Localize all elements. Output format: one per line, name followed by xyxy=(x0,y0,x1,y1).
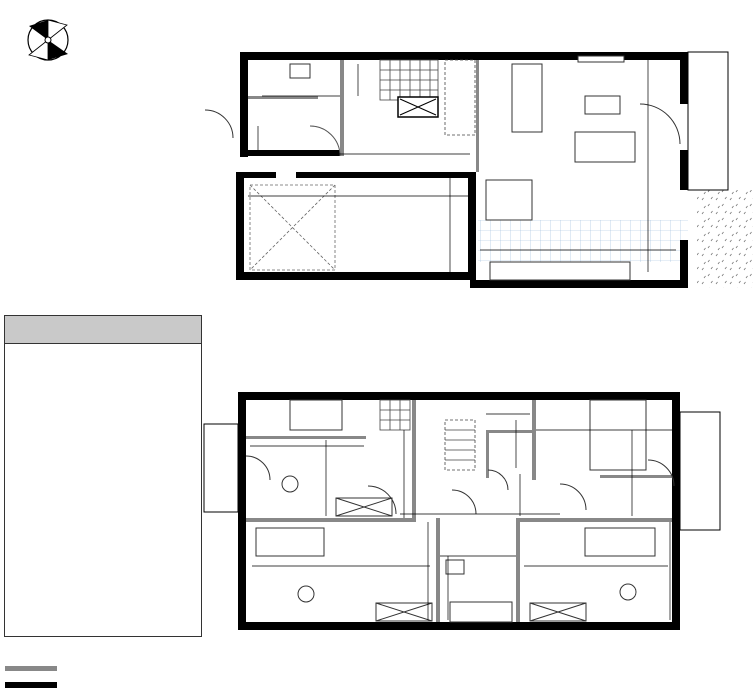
unit-letter xyxy=(5,316,201,344)
legend-partition-swatch xyxy=(5,666,57,671)
legend-structural-swatch xyxy=(5,682,57,688)
room-area-panel xyxy=(4,315,202,637)
compass xyxy=(28,20,68,60)
upper-floor-plan xyxy=(204,392,720,630)
ground-floor-plan xyxy=(140,52,753,288)
